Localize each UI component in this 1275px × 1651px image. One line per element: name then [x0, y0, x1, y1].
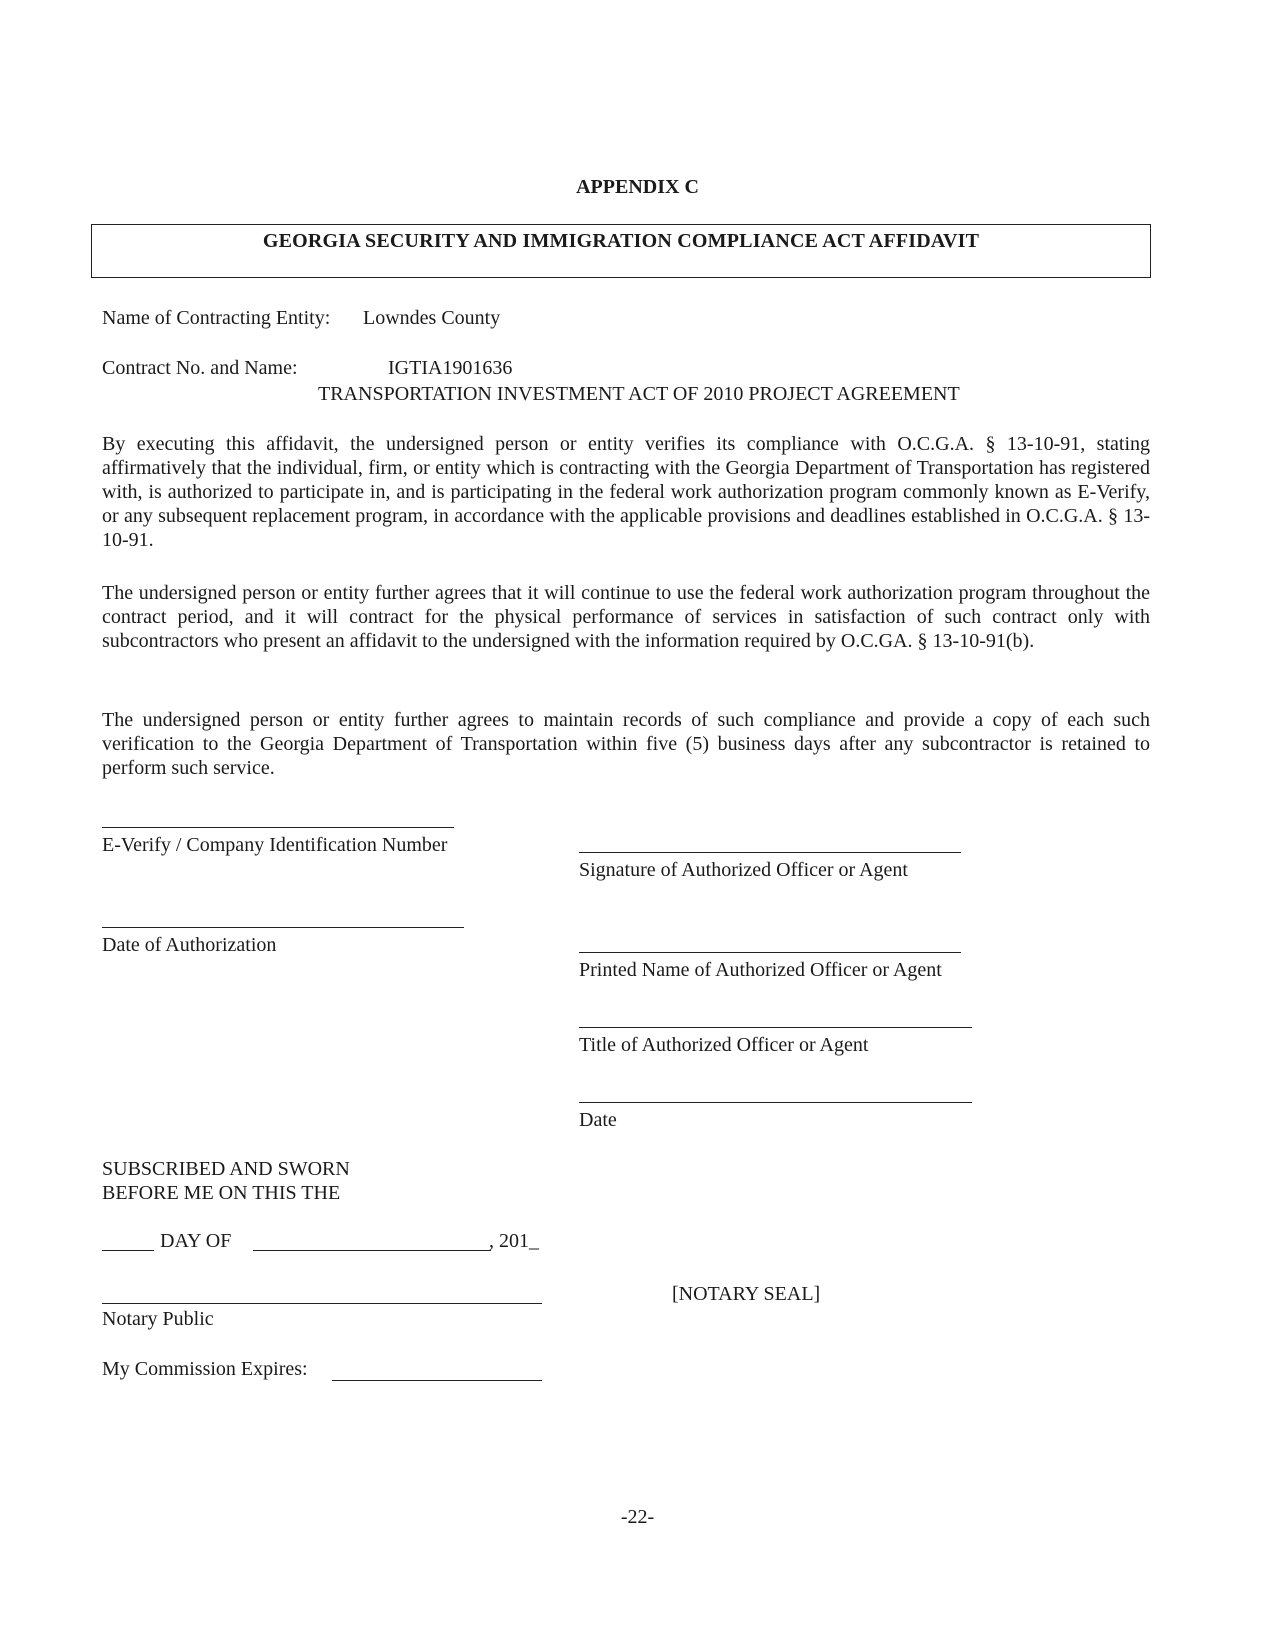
appendix-heading: APPENDIX C: [576, 176, 699, 198]
everify-number-line[interactable]: [102, 827, 454, 828]
commission-expires-label: My Commission Expires:: [102, 1358, 308, 1380]
paragraph-records: The undersigned person or entity further agrees to maintain records of such compliance and provide a copy of each such verification to the Georgia Department of Transportation within five (5) business days after any subcontractor is retained to perform such service.: [102, 709, 1150, 779]
year-label: , 201_: [489, 1230, 539, 1252]
date-of-authorization-label: Date of Authorization: [102, 934, 277, 956]
signature-date-label: Date: [579, 1109, 617, 1131]
contracting-entity-label: Name of Contracting Entity:: [102, 307, 331, 329]
contract-name: TRANSPORTATION INVESTMENT ACT OF 2010 PROJECT AGREEMENT: [318, 383, 960, 405]
day-of-label: DAY OF: [160, 1230, 232, 1252]
officer-title-line[interactable]: [579, 1027, 972, 1028]
printed-name-label: Printed Name of Authorized Officer or Agent: [579, 959, 942, 981]
paragraph-everify-compliance: By executing this affidavit, the undersigned person or entity verifies its compliance with O.C.G.A. § 13-10-91, stating affirmatively that the individual, firm, or entity which is contracting with the Georgia Department of Transportation has registered with, is authorized to participate in, and is participating in the federal work authorization program commonly known as E-Verify, or any subsequent replacement program, in accordance with the applicable provisions and deadlines established in O.C.G.A. § 13-10-91.: [102, 433, 1150, 551]
notary-public-label: Notary Public: [102, 1308, 214, 1330]
sworn-statement-line2: BEFORE ME ON THIS THE: [102, 1182, 341, 1204]
month-blank[interactable]: [253, 1250, 491, 1251]
page-number: -22-: [620, 1506, 655, 1528]
notary-signature-line[interactable]: [102, 1303, 542, 1304]
notary-seal-label: [NOTARY SEAL]: [672, 1283, 821, 1305]
paragraph-subcontractors: The undersigned person or entity further agrees that it will continue to use the federal work authorization program throughout the contract period, and it will contract for the physical performance of services in satisfaction of such contract only with subcontractors who present an affidavit to the undersigned with the information required by O.C.GA. § 13-10-91(b).: [102, 582, 1150, 652]
officer-title-label: Title of Authorized Officer or Agent: [579, 1034, 869, 1056]
contract-label: Contract No. and Name:: [102, 357, 298, 379]
affidavit-title: GEORGIA SECURITY AND IMMIGRATION COMPLIANCE ACT AFFIDAVIT: [262, 230, 980, 252]
signature-date-line[interactable]: [579, 1102, 972, 1103]
signature-line[interactable]: [579, 852, 961, 853]
date-of-authorization-line[interactable]: [102, 927, 464, 928]
signature-label: Signature of Authorized Officer or Agent: [579, 859, 908, 881]
sworn-statement-line1: SUBSCRIBED AND SWORN: [102, 1158, 350, 1180]
day-blank[interactable]: [102, 1250, 154, 1251]
contract-number: IGTIA1901636: [388, 357, 513, 379]
contracting-entity-value: Lowndes County: [363, 307, 501, 329]
everify-number-label: E-Verify / Company Identification Number: [102, 834, 448, 856]
commission-expires-line[interactable]: [332, 1380, 542, 1381]
affidavit-title-box: [91, 224, 1151, 278]
printed-name-line[interactable]: [579, 952, 961, 953]
